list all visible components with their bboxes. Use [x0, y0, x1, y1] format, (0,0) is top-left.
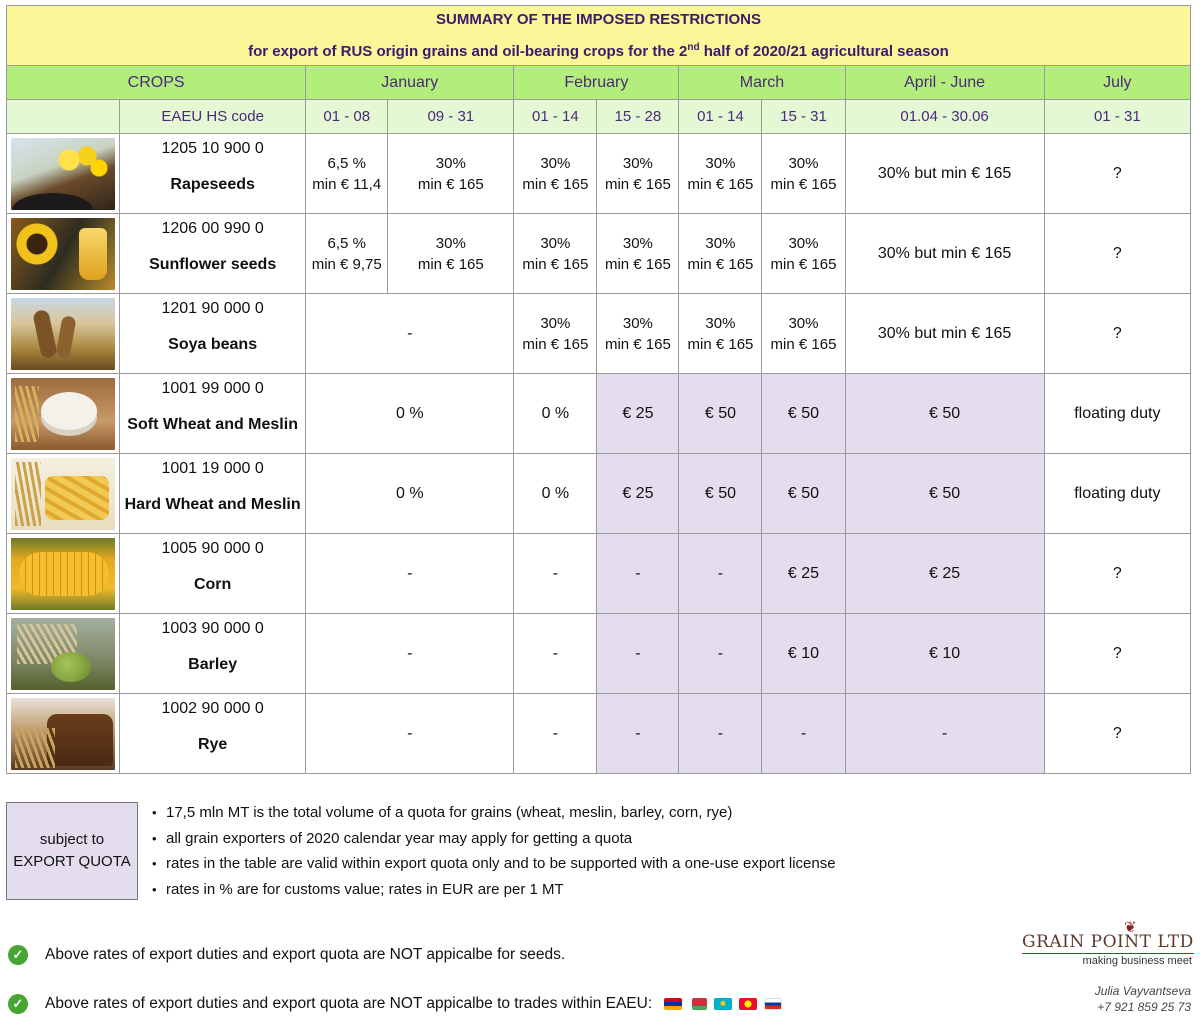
- rate-cell: 30% min € 165: [514, 294, 597, 374]
- pasta-photo: [11, 458, 115, 530]
- rate-cell: 30% min € 165: [762, 294, 845, 374]
- crop-name: Soft Wheat and Meslin: [127, 415, 298, 433]
- header-period: 01 - 31: [1044, 100, 1190, 134]
- rate-cell: 0 %: [306, 374, 514, 454]
- logo-tagline: making business meet: [1082, 955, 1192, 967]
- crop-name: Barley: [188, 655, 238, 673]
- rate-cell: 30% min € 165: [679, 214, 762, 294]
- flag-russia-icon: [764, 998, 782, 1010]
- rate-cell-quota: € 50: [762, 454, 845, 534]
- crop-cell: [120, 214, 306, 294]
- rate-cell-quota: € 25: [762, 534, 845, 614]
- rapeseed-photo: [11, 138, 115, 210]
- rate-cell-quota: € 50: [679, 454, 762, 534]
- rate-cell-quota: -: [597, 694, 679, 774]
- crop-name: Soya beans: [168, 335, 258, 353]
- table-row: [7, 694, 1191, 774]
- check-note-eaeu: [8, 994, 785, 1014]
- logo-divider: [1022, 953, 1194, 954]
- crop-cell: [120, 454, 306, 534]
- hs-code: 1005 90 000 0: [161, 539, 264, 557]
- rate-cell: -: [514, 614, 597, 694]
- check-icon: ✓: [8, 994, 28, 1014]
- rate-cell: 0 %: [514, 374, 597, 454]
- title-subtitle: for export of RUS origin grains and oil-bearing crops for the 2nd half of 2020/21 agricultural season: [248, 41, 949, 60]
- rate-cell: ?: [1044, 134, 1190, 214]
- table-row: [7, 614, 1191, 694]
- rate-cell: floating duty: [1044, 454, 1190, 534]
- crop-cell: [120, 694, 306, 774]
- rate-cell-quota: -: [597, 614, 679, 694]
- note-item: • rates in the table are valid within export quota only and to be supported with a one-use export license: [152, 854, 836, 880]
- rate-cell-quota: -: [679, 534, 762, 614]
- crop-image: [7, 374, 120, 454]
- rate-cell: -: [514, 694, 597, 774]
- hs-code: 1003 90 000 0: [161, 619, 264, 637]
- rate-cell: -: [514, 534, 597, 614]
- rate-cell: -: [306, 694, 514, 774]
- rate-cell: -: [306, 294, 514, 374]
- rate-cell: 30% min € 165: [388, 214, 514, 294]
- rate-cell: 30% min € 165: [388, 134, 514, 214]
- rate-cell: 30% min € 165: [597, 214, 679, 294]
- rate-cell-quota: € 10: [845, 614, 1044, 694]
- note-item: • 17,5 mln MT is the total volume of a quota for grains (wheat, meslin, barley, corn, rye): [152, 803, 836, 829]
- rate-cell: 0 %: [514, 454, 597, 534]
- check-note-text: Above rates of export duties and export quota are NOT appicalbe for seeds.: [45, 946, 566, 963]
- rate-cell-quota: -: [762, 694, 845, 774]
- crop-image: [7, 694, 120, 774]
- hs-code: 1001 19 000 0: [161, 459, 264, 477]
- rate-cell: ?: [1044, 534, 1190, 614]
- header-month: February: [514, 66, 679, 100]
- rate-cell: -: [306, 614, 514, 694]
- rate-cell-quota: € 50: [762, 374, 845, 454]
- crop-name: Rye: [197, 735, 228, 753]
- leaf-icon: ❦: [1124, 919, 1137, 936]
- crop-image: [7, 454, 120, 534]
- title-main: SUMMARY OF THE IMPOSED RESTRICTIONS: [435, 10, 762, 28]
- table-row: [7, 294, 1191, 374]
- rate-cell: 0 %: [306, 454, 514, 534]
- flag-belarus-icon: [689, 998, 707, 1010]
- crop-cell: [120, 614, 306, 694]
- rate-cell: -: [306, 534, 514, 614]
- eaeu-flags: [660, 998, 785, 1010]
- rate-cell: 30% but min € 165: [845, 134, 1044, 214]
- crop-cell: [120, 534, 306, 614]
- hs-code: 1001 99 000 0: [161, 379, 264, 397]
- rate-cell-quota: -: [679, 694, 762, 774]
- flour-photo: [11, 378, 115, 450]
- rate-cell: ?: [1044, 294, 1190, 374]
- crop-cell: [120, 374, 306, 454]
- check-note-text: Above rates of export duties and export quota are NOT appicalbe to trades within EAEU:: [45, 995, 653, 1012]
- rate-cell: 30% min € 165: [597, 134, 679, 214]
- header-period: 01.04 - 30.06: [845, 100, 1044, 134]
- header-period: 09 - 31: [388, 100, 514, 134]
- rate-cell: 30% min € 165: [762, 134, 845, 214]
- flag-kazakhstan-icon: [714, 998, 732, 1010]
- author-info: [1095, 983, 1191, 1015]
- crop-name: Corn: [193, 575, 232, 593]
- quota-legend-line1: subject to: [39, 831, 105, 848]
- table-row: [7, 134, 1191, 214]
- rate-cell: 30% min € 165: [514, 214, 597, 294]
- crop-image: [7, 294, 120, 374]
- rate-cell-quota: -: [845, 694, 1044, 774]
- rate-cell: 30% min € 165: [679, 294, 762, 374]
- header-months: [7, 66, 1191, 100]
- rate-cell: ?: [1044, 614, 1190, 694]
- rate-cell: 30% min € 165: [597, 294, 679, 374]
- rate-cell-quota: -: [597, 534, 679, 614]
- crop-image: [7, 214, 120, 294]
- check-note-seeds: [8, 945, 565, 965]
- rate-cell: 30% min € 165: [514, 134, 597, 214]
- flag-kyrgyzstan-icon: [739, 998, 757, 1010]
- author-phone: +7 921 859 25 73: [1097, 1000, 1191, 1014]
- check-icon: ✓: [8, 945, 28, 965]
- header-periods: [7, 100, 1191, 134]
- rye-photo: [11, 698, 115, 770]
- header-hs-code: EAEU HS code: [120, 100, 306, 134]
- crop-name: Rapeseeds: [170, 175, 255, 193]
- rate-cell-quota: € 50: [845, 454, 1044, 534]
- header-month: March: [679, 66, 845, 100]
- quota-legend-line2: EXPORT QUOTA: [13, 853, 131, 870]
- notes-list: [152, 803, 836, 905]
- rate-cell-quota: € 25: [845, 534, 1044, 614]
- rate-cell: ?: [1044, 214, 1190, 294]
- rate-cell: 30% but min € 165: [845, 214, 1044, 294]
- restrictions-table: [6, 5, 1191, 774]
- header-blank: [7, 100, 120, 134]
- crop-name: Hard Wheat and Meslin: [124, 495, 301, 513]
- hs-code: 1201 90 000 0: [161, 299, 264, 317]
- quota-legend: [6, 802, 138, 900]
- hs-code: 1205 10 900 0: [161, 139, 264, 157]
- note-item: • rates in % are for customs value; rates in EUR are per 1 MT: [152, 880, 836, 906]
- rate-cell: 6,5 % min € 11,4: [306, 134, 388, 214]
- table-row: [7, 454, 1191, 534]
- barley-photo: [11, 618, 115, 690]
- crop-cell: [120, 294, 306, 374]
- hs-code: 1002 90 000 0: [161, 699, 264, 717]
- crop-cell: [120, 134, 306, 214]
- header-period: 01 - 08: [306, 100, 388, 134]
- rate-cell-quota: € 10: [762, 614, 845, 694]
- header-period: 01 - 14: [679, 100, 762, 134]
- hs-code: 1206 00 990 0: [161, 219, 264, 237]
- company-logo: [1022, 918, 1194, 968]
- header-month: July: [1044, 66, 1190, 100]
- crop-image: [7, 614, 120, 694]
- rate-cell-quota: € 50: [679, 374, 762, 454]
- table-row: [7, 374, 1191, 454]
- rate-cell: ?: [1044, 694, 1190, 774]
- note-item: • all grain exporters of 2020 calendar year may apply for getting a quota: [152, 829, 836, 855]
- sunflower-photo: [11, 218, 115, 290]
- header-month: January: [306, 66, 514, 100]
- rate-cell: 30% min € 165: [762, 214, 845, 294]
- rate-cell: 30% but min € 165: [845, 294, 1044, 374]
- rate-cell-quota: -: [679, 614, 762, 694]
- corn-photo: [11, 538, 115, 610]
- logo-name: GRAIN POINT LTD: [1022, 932, 1194, 952]
- rate-cell: floating duty: [1044, 374, 1190, 454]
- rate-cell: 6,5 % min € 9,75: [306, 214, 388, 294]
- crop-image: [7, 134, 120, 214]
- table-title: [7, 6, 1191, 66]
- soybean-photo: [11, 298, 115, 370]
- header-period: 15 - 31: [762, 100, 845, 134]
- table-row: [7, 534, 1191, 614]
- rate-cell: 30% min € 165: [679, 134, 762, 214]
- header-month: April - June: [845, 66, 1044, 100]
- table-row: [7, 214, 1191, 294]
- flag-armenia-icon: [664, 998, 682, 1010]
- header-period: 15 - 28: [597, 100, 679, 134]
- crop-image: [7, 534, 120, 614]
- rate-cell-quota: € 25: [597, 374, 679, 454]
- crop-name: Sunflower seeds: [149, 255, 277, 273]
- author-name: Julia Vayvantseva: [1094, 984, 1191, 998]
- rate-cell-quota: € 25: [597, 454, 679, 534]
- header-crops: CROPS: [7, 66, 306, 100]
- header-period: 01 - 14: [514, 100, 597, 134]
- rate-cell-quota: € 50: [845, 374, 1044, 454]
